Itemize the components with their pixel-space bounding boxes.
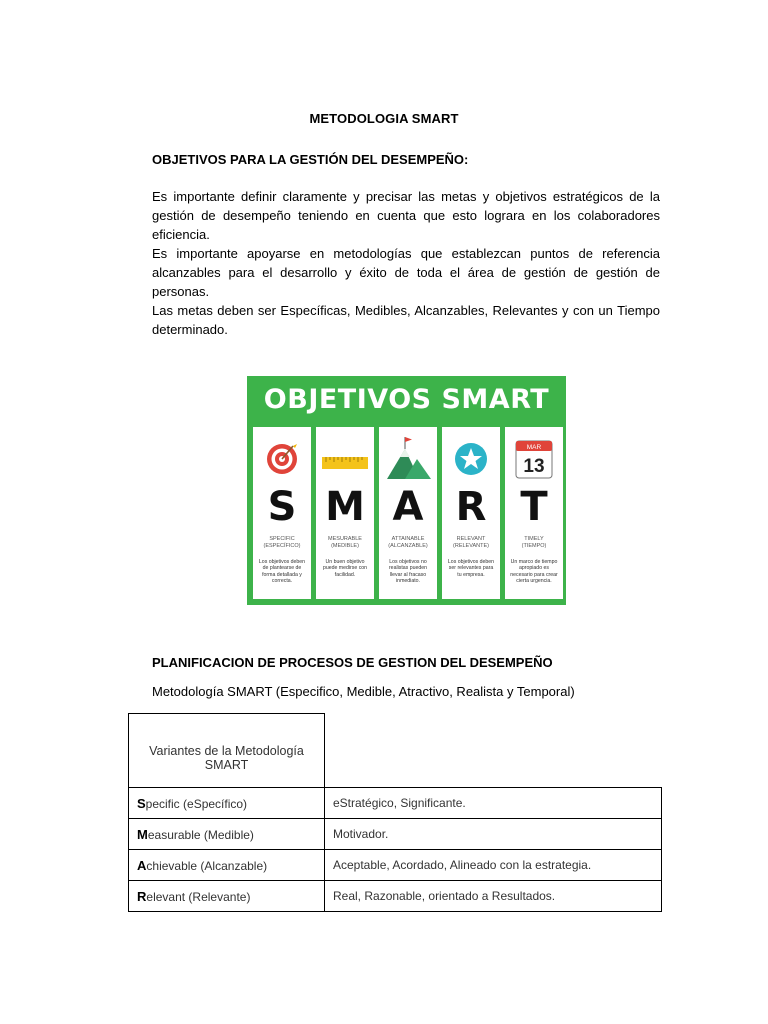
paragraph-2: Es importante apoyarse en metodologías que establezcan puntos de referencia alcanzables para el desarrollo y éxito de toda el área de gestión de gestión de personas. xyxy=(152,246,660,299)
smart-card-r xyxy=(442,427,500,599)
variant-value-cell: Motivador. xyxy=(325,819,662,850)
table-row xyxy=(129,881,662,912)
table-header-cell: Variantes de la Metodología SMART xyxy=(129,714,325,788)
card-letter: T xyxy=(520,484,548,530)
smart-infographic xyxy=(247,376,566,605)
target-icon xyxy=(253,435,311,481)
card-word: RELEVANT (RELEVANTE) xyxy=(453,536,489,549)
smart-variants-table xyxy=(128,713,662,912)
table-row xyxy=(129,788,662,819)
card-letter: R xyxy=(455,484,487,530)
card-description: Los objetivos no realistas pueden llevar al fracaso inmediato. xyxy=(388,559,428,584)
card-letter: S xyxy=(267,484,297,530)
card-word: TIMELY (TIEMPO) xyxy=(521,536,547,549)
table-header-row xyxy=(129,714,662,788)
card-description: Los objetivos deben ser relevantes para tu empresa. xyxy=(447,559,495,578)
table-header-empty-cell xyxy=(325,714,662,788)
table-row xyxy=(129,850,662,881)
card-word: MESURABLE (MEDIBLE) xyxy=(328,536,362,549)
star-badge-icon xyxy=(442,435,500,481)
card-word: ATTAINABLE (ALCANZABLE) xyxy=(388,536,428,549)
variant-name-cell: Measurable (Medible) xyxy=(129,819,325,850)
smart-card-m xyxy=(316,427,374,599)
variant-value-cell: eStratégico, Significante. xyxy=(325,788,662,819)
card-letter: A xyxy=(392,484,424,530)
ruler-icon xyxy=(316,435,374,481)
paragraph-1: Es importante definir claramente y precisar las metas y objetivos estratégicos de la gestión de desempeño teniendo en cuenta que esto lograra en los colaboradores eficiencia. xyxy=(152,189,660,242)
table-row xyxy=(129,819,662,850)
paragraph-3: Las metas deben ser Específicas, Medibles, Alcanzables, Relevantes y con un Tiempo determinado. xyxy=(152,303,660,337)
section-heading-planificacion: PLANIFICACION DE PROCESOS DE GESTION DEL DESEMPEÑO xyxy=(152,655,553,670)
infographic-title: OBJETIVOS SMART xyxy=(263,384,550,415)
card-description: Un marco de tiempo apropiado es necesario para crear cierta urgencia. xyxy=(510,559,558,584)
svg-text:13: 13 xyxy=(523,456,545,477)
smart-card-a xyxy=(379,427,437,599)
variant-value-cell: Aceptable, Acordado, Alineado con la estrategia. xyxy=(325,850,662,881)
card-letter: M xyxy=(325,484,365,530)
smart-card-t xyxy=(505,427,563,599)
section-heading-objetivos: OBJETIVOS PARA LA GESTIÓN DEL DESEMPEÑO: xyxy=(152,152,469,167)
card-description: Un buen objetivo puede medirse con facilidad. xyxy=(322,559,368,578)
variant-name-cell: Achievable (Alcanzable) xyxy=(129,850,325,881)
variant-value-cell: Real, Razonable, orientado a Resultados. xyxy=(325,881,662,912)
svg-text:MAR: MAR xyxy=(526,444,542,451)
smart-card-s xyxy=(253,427,311,599)
page-title: METODOLOGIA SMART xyxy=(309,111,459,126)
mountain-flag-icon xyxy=(379,435,437,481)
variant-name-cell: Relevant (Relevante) xyxy=(129,881,325,912)
calendar-icon xyxy=(505,435,563,481)
card-description: Los objetivos deben de plantearse de forma detallada y correcta. xyxy=(258,559,306,584)
card-word: SPECIFIC (ESPECÍFICO) xyxy=(263,536,301,549)
section-subtitle: Metodología SMART (Especifico, Medible, Atractivo, Realista y Temporal) xyxy=(152,684,575,699)
variant-name-cell: Specific (eSpecífico) xyxy=(129,788,325,819)
